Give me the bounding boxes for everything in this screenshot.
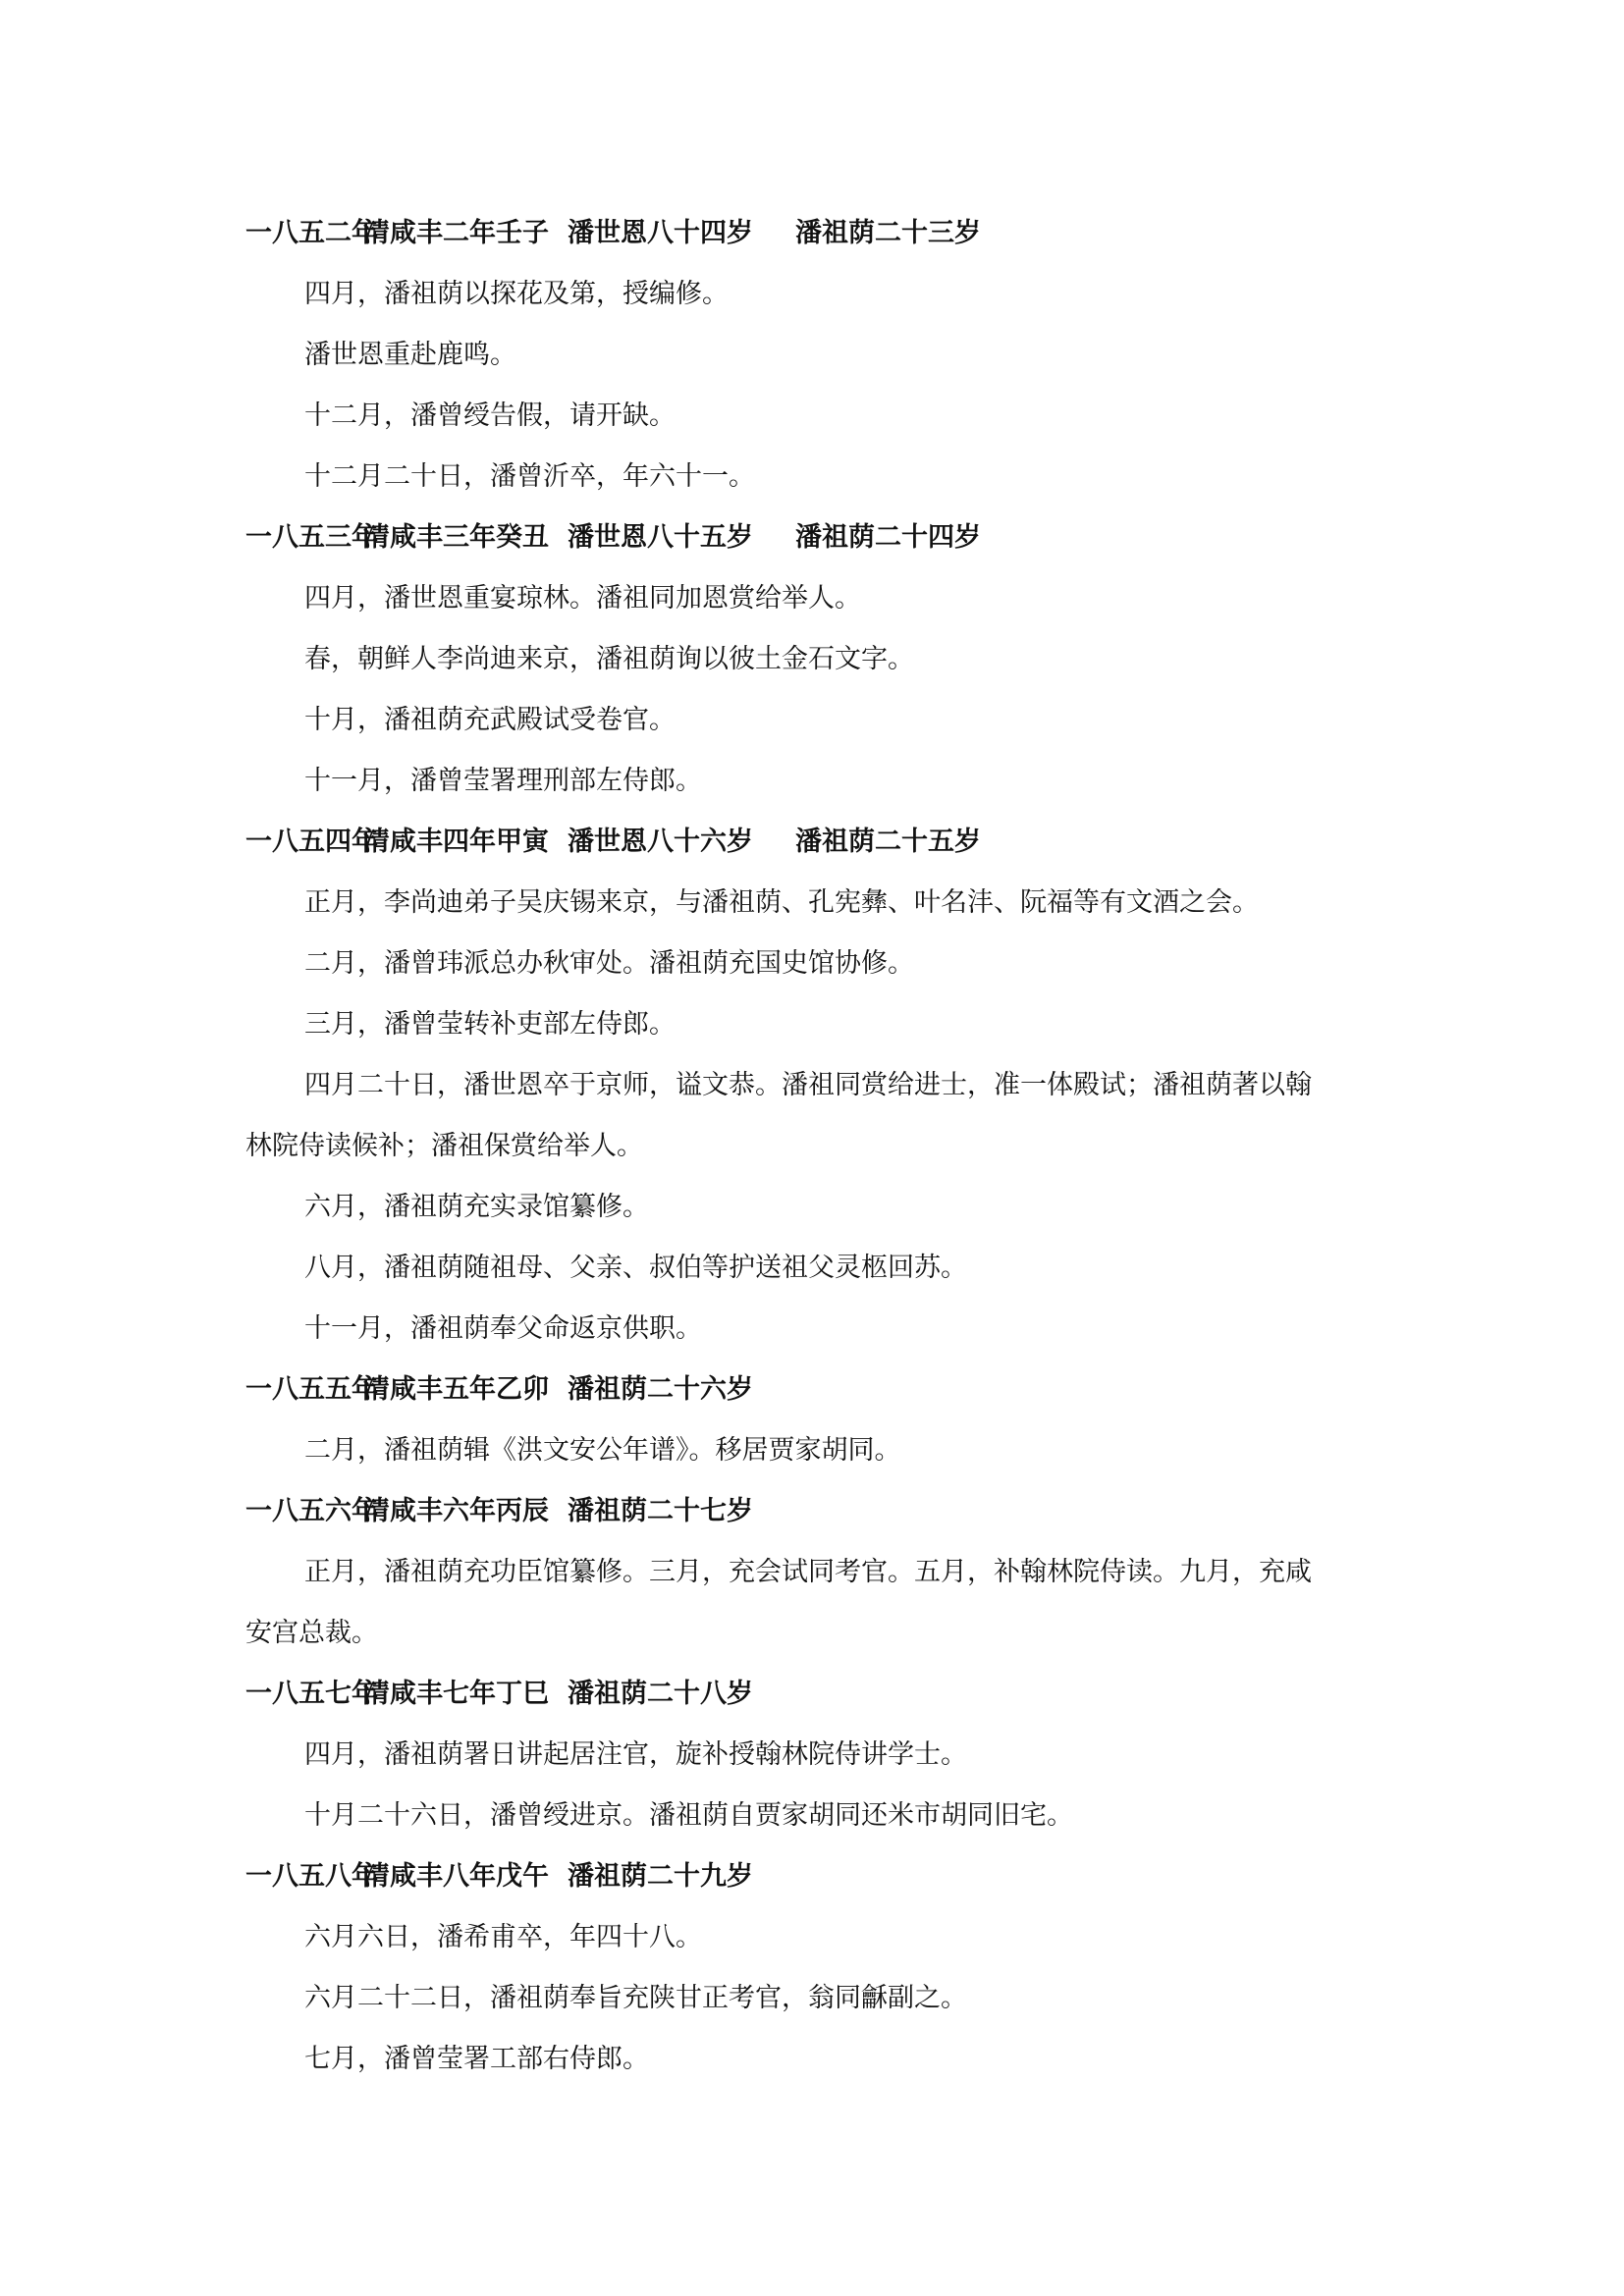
heading-age: 潘世恩八十四岁 [568, 218, 753, 248]
entry-line: 四月，潘世恩重宴琼林。潘祖同加恩赏给举人。 [304, 583, 861, 614]
entry-line: 三月，潘曾莹转补吏部左侍郎。 [304, 1009, 676, 1040]
entry-line: 正月，潘祖荫充功臣馆纂修。三月，充会试同考官。五月，补翰林院侍读。九月，充咸 [304, 1557, 1312, 1587]
entry-line: 潘世恩重赴鹿鸣。 [304, 340, 516, 370]
heading-age: 潘祖荫二十八岁 [568, 1679, 753, 1709]
entry-line: 四月，潘祖荫署日讲起居注官，旋补授翰林院侍讲学士。 [304, 1739, 967, 1770]
year-heading-1858 [245, 1859, 753, 1895]
heading-age: 潘祖荫二十六岁 [568, 1374, 753, 1405]
year-heading-1853 [245, 520, 981, 556]
heading-age: 潘祖荫二十三岁 [795, 218, 981, 248]
year-heading-1854 [245, 825, 981, 860]
entry-line: 四月二十日，潘世恩卒于京师，谥文恭。潘祖同赏给进士，准一体殿试；潘祖荫著以翰 [304, 1070, 1312, 1100]
year-heading-1852 [245, 216, 981, 251]
entry-line: 二月，潘曾玮派总办秋审处。潘祖荫充国史馆协修。 [304, 948, 914, 979]
heading-era: 清咸丰三年癸丑 [363, 522, 549, 553]
heading-year: 一八五七年 [245, 1679, 378, 1709]
heading-year: 一八五二年 [245, 218, 378, 248]
heading-age: 潘世恩八十六岁 [568, 827, 753, 857]
heading-year: 一八五三年 [245, 522, 378, 553]
entry-line: 十一月，潘祖荫奉父命返京供职。 [304, 1313, 702, 1344]
heading-era: 清咸丰八年戊午 [363, 1861, 549, 1892]
year-heading-1857 [245, 1677, 753, 1712]
heading-age: 潘世恩八十五岁 [568, 522, 753, 553]
entry-line: 十一月，潘曾莹署理刑部左侍郎。 [304, 766, 702, 796]
entry-line: 十二月，潘曾绶告假，请开缺。 [304, 400, 676, 431]
heading-era: 清咸丰六年丙辰 [363, 1496, 549, 1526]
heading-year: 一八五五年 [245, 1374, 378, 1405]
year-heading-1856 [245, 1494, 753, 1529]
entry-line: 十二月二十日，潘曾沂卒，年六十一。 [304, 461, 755, 492]
entry-line-continuation: 安宫总裁。 [245, 1618, 378, 1648]
heading-era: 清咸丰五年乙卯 [363, 1374, 549, 1405]
heading-age: 潘祖荫二十四岁 [795, 522, 981, 553]
entry-line: 十月，潘祖荫充武殿试受卷官。 [304, 705, 676, 735]
entry-line: 十月二十六日，潘曾绶进京。潘祖荫自贾家胡同还米市胡同旧宅。 [304, 1800, 1073, 1831]
heading-era: 清咸丰四年甲寅 [363, 827, 549, 857]
entry-line-continuation: 林院侍读候补；潘祖保赏给举人。 [245, 1131, 643, 1161]
entry-line: 八月，潘祖荫随祖母、父亲、叔伯等护送祖父灵柩回苏。 [304, 1253, 967, 1283]
entry-line: 正月，李尚迪弟子吴庆锡来京，与潘祖荫、孔宪彝、叶名沣、阮福等有文酒之会。 [304, 887, 1259, 918]
entry-line: 二月，潘祖荫辑《洪文安公年谱》。移居贾家胡同。 [304, 1435, 901, 1466]
entry-line: 六月，潘祖荫充实录馆纂修。 [304, 1192, 649, 1222]
heading-age: 潘祖荫二十五岁 [795, 827, 981, 857]
entry-line: 六月六日，潘希甫卒，年四十八。 [304, 1922, 702, 1952]
entry-line: 六月二十二日，潘祖荫奉旨充陕甘正考官，翁同龢副之。 [304, 1983, 967, 2013]
entry-line: 春，朝鲜人李尚迪来京，潘祖荫询以彼土金石文字。 [304, 644, 914, 674]
year-heading-1855 [245, 1372, 753, 1408]
heading-year: 一八五六年 [245, 1496, 378, 1526]
heading-era: 清咸丰二年壬子 [363, 218, 549, 248]
heading-year: 一八五四年 [245, 827, 378, 857]
heading-age: 潘祖荫二十九岁 [568, 1861, 753, 1892]
entry-line: 七月，潘曾莹署工部右侍郎。 [304, 2044, 649, 2074]
heading-era: 清咸丰七年丁巳 [363, 1679, 549, 1709]
heading-year: 一八五八年 [245, 1861, 378, 1892]
entry-line: 四月，潘祖荫以探花及第，授编修。 [304, 279, 729, 309]
heading-age: 潘祖荫二十七岁 [568, 1496, 753, 1526]
